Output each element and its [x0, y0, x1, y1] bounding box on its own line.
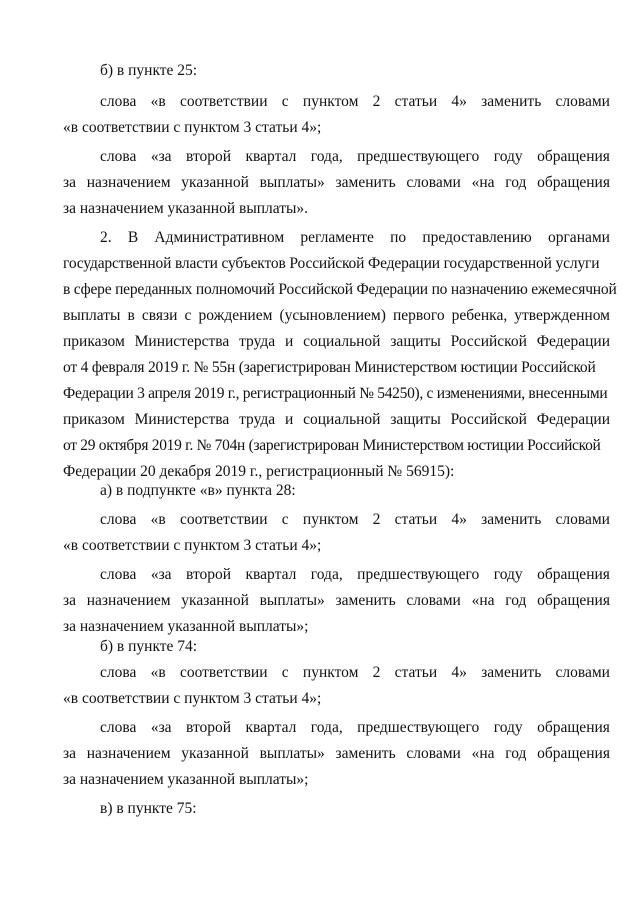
word: словами — [406, 592, 461, 609]
word: ребенка, — [451, 307, 508, 324]
word: (усыновлением) — [279, 307, 386, 324]
word: второй — [186, 719, 232, 736]
word: заменить — [481, 511, 542, 528]
replace-line-3-tail: «в соответствии с пунктом 3 статьи 4»; — [63, 690, 322, 707]
word: словами — [555, 93, 610, 110]
word: связи — [141, 307, 178, 324]
section-2-line-10: Федерации 20 декабря 2019 г., регистрационный № 56915): — [63, 463, 455, 480]
word: статьи — [394, 511, 438, 528]
word: году — [493, 719, 523, 736]
section-2-line-5 — [63, 329, 610, 355]
word: «на — [471, 745, 495, 762]
word: года, — [310, 148, 343, 165]
word: 4» — [451, 664, 467, 681]
word: «на — [471, 592, 495, 609]
word: социальной — [303, 333, 381, 350]
word: Российской — [450, 333, 527, 350]
word: заменить — [481, 93, 542, 110]
word: за — [63, 745, 77, 762]
word: «за — [150, 719, 172, 736]
word: квартал — [245, 148, 297, 165]
word: соответствии — [179, 93, 268, 110]
word: заменить — [335, 174, 396, 191]
word: Российской — [450, 411, 527, 428]
word: статьи — [394, 93, 438, 110]
word: регламенте — [300, 229, 374, 246]
word: обращения — [537, 745, 610, 762]
word: обращения — [537, 719, 610, 736]
word: словами — [406, 745, 461, 762]
quarter-line-2 — [100, 562, 610, 588]
word: заменить — [481, 664, 542, 681]
word: 2 — [372, 664, 381, 681]
word: пунктом — [302, 93, 359, 110]
quarter-line-3-tail: за назначением указанной выплаты»; — [63, 771, 309, 788]
word: «за — [150, 566, 172, 583]
subitem-v-75: в) в пункте 75: — [100, 800, 197, 817]
word: выплаты» — [259, 592, 325, 609]
replace-line-1-tail: «в соответствии с пунктом 3 статьи 4»; — [63, 119, 322, 136]
word: год — [505, 592, 527, 609]
word: труда — [239, 333, 276, 350]
word: статьи — [394, 664, 438, 681]
word: с — [281, 511, 289, 528]
word: выплаты» — [259, 745, 325, 762]
word: назначением — [86, 745, 171, 762]
word: обращения — [537, 592, 610, 609]
word: за — [63, 174, 77, 191]
word: соответствии — [179, 511, 268, 528]
section-2-line-9: от 29 октября 2019 г. № 704н (зарегистрирован Министерством юстиции Российской — [63, 437, 601, 454]
word: год — [505, 745, 527, 762]
word: с — [184, 307, 192, 324]
subitem-a-28: а) в подпункте «в» пункта 28: — [100, 482, 296, 499]
word: Федерации — [536, 411, 610, 428]
word: «за — [150, 148, 172, 165]
word: словами — [555, 511, 610, 528]
section-2-line-3: в сфере переданных полномочий Российской Федерации по назначению ежемесячной — [63, 281, 617, 298]
word: предшествующего — [357, 148, 480, 165]
section-2-line-7: Федерации 3 апреля 2019 г., регистрационный № 54250), с изменениями, внесенными — [63, 385, 608, 402]
section-2-line-6: от 4 февраля 2019 г. № 55н (зарегистрирован Министерством юстиции Российской — [63, 359, 596, 376]
word: указанной — [181, 745, 249, 762]
word: обращения — [537, 174, 610, 191]
word: обращения — [537, 566, 610, 583]
word: слова — [100, 719, 137, 736]
word: соответствии — [179, 664, 268, 681]
word: 4» — [451, 511, 467, 528]
word: году — [493, 148, 523, 165]
word: Федерации — [536, 333, 610, 350]
word: Министерства — [134, 411, 230, 428]
word: труда — [239, 411, 276, 428]
word: слова — [100, 566, 137, 583]
word: «в — [150, 664, 166, 681]
quarter-line-2-tail: за назначением указанной выплаты»; — [63, 618, 309, 635]
word: защиты — [390, 411, 441, 428]
replace-line-1 — [100, 89, 610, 115]
section-2-line-4 — [63, 303, 610, 329]
quarter-line-1 — [100, 144, 610, 170]
word: по — [390, 229, 407, 246]
word: словами — [555, 664, 610, 681]
word: утвержденном — [514, 307, 610, 324]
word: приказом — [63, 333, 125, 350]
word: слова — [100, 93, 137, 110]
word: с — [281, 93, 289, 110]
word: с — [281, 664, 289, 681]
word: предоставлению — [422, 229, 532, 246]
word: 2. — [100, 229, 112, 246]
section-2-line-2: государственной власти субъектов Российской Федерации государственной услуги — [63, 255, 600, 272]
word: защиты — [390, 333, 441, 350]
word: года, — [310, 719, 343, 736]
word: органами — [547, 229, 610, 246]
word: предшествующего — [357, 566, 480, 583]
replace-line-3 — [100, 660, 610, 686]
word: и — [284, 411, 294, 428]
word: заменить — [335, 745, 396, 762]
word: социальной — [303, 411, 381, 428]
word: и — [284, 333, 294, 350]
word: заменить — [335, 592, 396, 609]
word: Административном — [154, 229, 285, 246]
word: выплаты — [63, 307, 121, 324]
word: указанной — [181, 174, 249, 191]
subitem-b-74: б) в пункте 74: — [100, 638, 198, 655]
word: назначением — [86, 174, 171, 191]
word: первого — [392, 307, 445, 324]
word: «в — [150, 511, 166, 528]
word: рождением — [198, 307, 273, 324]
word: 2 — [372, 93, 381, 110]
quarter-line-3 — [100, 715, 610, 741]
word: в — [127, 307, 135, 324]
word: Министерства — [134, 333, 230, 350]
word: «на — [471, 174, 495, 191]
word: за — [63, 592, 77, 609]
word: 4» — [451, 93, 467, 110]
word: квартал — [245, 566, 297, 583]
word: указанной — [181, 592, 249, 609]
word: слова — [100, 664, 137, 681]
word: года, — [310, 566, 343, 583]
replace-line-2 — [100, 507, 610, 533]
word: квартал — [245, 719, 297, 736]
word: назначением — [86, 592, 171, 609]
section-2-line-1 — [100, 225, 610, 251]
section-2-line-8 — [63, 407, 610, 433]
subitem-b-25: б) в пункте 25: — [100, 62, 198, 79]
word: второй — [186, 566, 232, 583]
word: В — [127, 229, 139, 246]
word: год — [505, 174, 527, 191]
quarter-line-3b — [63, 741, 610, 767]
replace-line-2-tail: «в соответствии с пунктом 3 статьи 4»; — [63, 537, 322, 554]
word: слова — [100, 148, 137, 165]
word: второй — [186, 148, 232, 165]
word: 2 — [372, 511, 381, 528]
word: выплаты» — [259, 174, 325, 191]
word: слова — [100, 511, 137, 528]
word: словами — [406, 174, 461, 191]
word: обращения — [537, 148, 610, 165]
word: приказом — [63, 411, 125, 428]
quarter-line-2b — [63, 588, 610, 614]
word: предшествующего — [357, 719, 480, 736]
quarter-line-1-tail: за назначением указанной выплаты». — [63, 200, 309, 217]
word: году — [493, 566, 523, 583]
word: «в — [150, 93, 166, 110]
word: пунктом — [302, 664, 359, 681]
word: пунктом — [302, 511, 359, 528]
quarter-line-1b — [63, 170, 610, 196]
